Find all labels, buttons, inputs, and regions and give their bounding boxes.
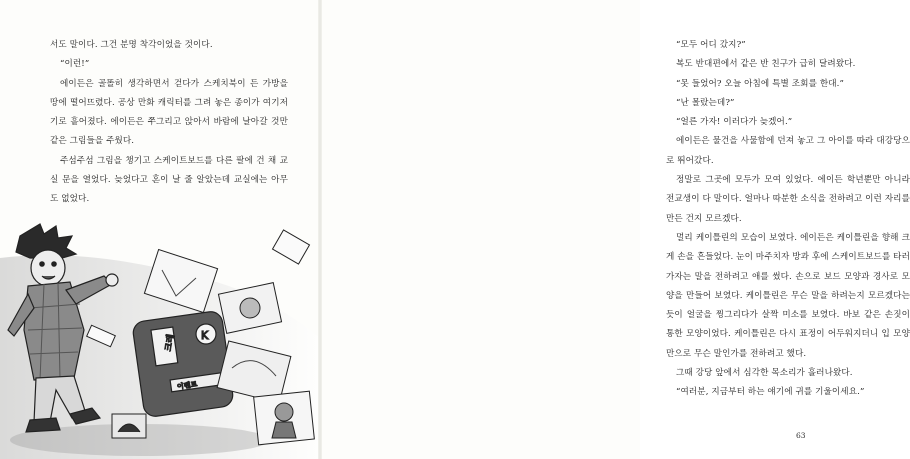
right-paragraph-2: 복도 반대편에서 같은 반 친구가 급히 달려왔다. — [676, 59, 856, 70]
right-paragraph-10: “여러분, 지금부터 하는 얘기에 귀를 기울이세요.” — [676, 387, 865, 398]
skateboard — [132, 310, 234, 418]
board-tag-text: 이벤트 — [176, 380, 198, 391]
left-page-text — [50, 36, 288, 210]
right-page — [320, 0, 910, 459]
right-paragraph-3: “못 들었어? 오늘 아침에 특별 조회를 한대.” — [676, 78, 844, 89]
right-paragraph-9: 그때 강당 앞에서 심각한 목소리가 흘러나왔다. — [676, 368, 853, 379]
illustration-boy-dropping-drawings — [0, 218, 320, 459]
right-paragraph-5: “얼른 가자! 이러다가 늦겠어.” — [676, 117, 793, 128]
left-paragraph-2: “이런!” — [60, 59, 90, 70]
board-badge-text: K — [201, 329, 209, 342]
right-paragraph-4: “난 몰랐는데?” — [676, 97, 735, 108]
right-paragraph-1: “모두 어디 갔지?” — [676, 40, 746, 50]
board-sign-text: 크레 — [163, 333, 177, 353]
left-paragraph-4: 주섬주섬 그림을 챙기고 스케이트보드를 다른 팔에 건 채 교실 문을 열었다. 늦었다고 혼이 날 줄 알았는데 교실에는 아무도 없었다. — [50, 155, 288, 205]
page-number: 63 — [796, 431, 806, 440]
left-paragraph-3: 에이든은 골똘히 생각하면서 걷다가 스케치북이 든 가방을 땅에 떨어뜨렸다. 공상 만화 캐릭터를 그려 놓은 종이가 여기저기로 흩어졌다. 에이든은 쭈그리고 앉아서 바람에 날아갈 것만 같은 그림들을 주웠다. — [50, 78, 288, 147]
right-paragraph-6: 에이든은 물건을 사물함에 던져 놓고 그 아이를 따라 대강당으로 뛰어갔다. — [666, 136, 910, 166]
left-page — [0, 0, 320, 459]
left-paragraph-1: 서도 말이다. 그건 분명 착각이었을 것이다. — [50, 40, 213, 50]
right-paragraph-7: 정말로 그곳에 모두가 모여 있었다. 에이든 학년뿐만 아니라 전교생이 다 말이다. 얼마나 따분한 소식을 전하려고 이런 자리를 만든 건지 모르겠다. — [666, 175, 910, 224]
right-page-text — [666, 36, 910, 403]
right-paragraph-8: 멀리 케이틀린의 모습이 보였다. 에이든은 케이틀린을 향해 크게 손을 흔들었다. 눈이 마주치자 방과 후에 스케이트보드를 타러 가자는 말을 전하려고 애를 썼다. 손으로 보드 모양과 경사로 모양을 만들어 보였다. 케이틀린은 무슨 말을 하려는지 모르겠다는 듯이 얼굴을 찡그리다가 살짝 미소를 보였다. 바보 같은 손짓이 통한 모양이었다. 케이틀린은 다시 표정이 어두워지더니 입 모양만으로 무슨 말인가를 전하려고 했다. — [666, 232, 910, 359]
